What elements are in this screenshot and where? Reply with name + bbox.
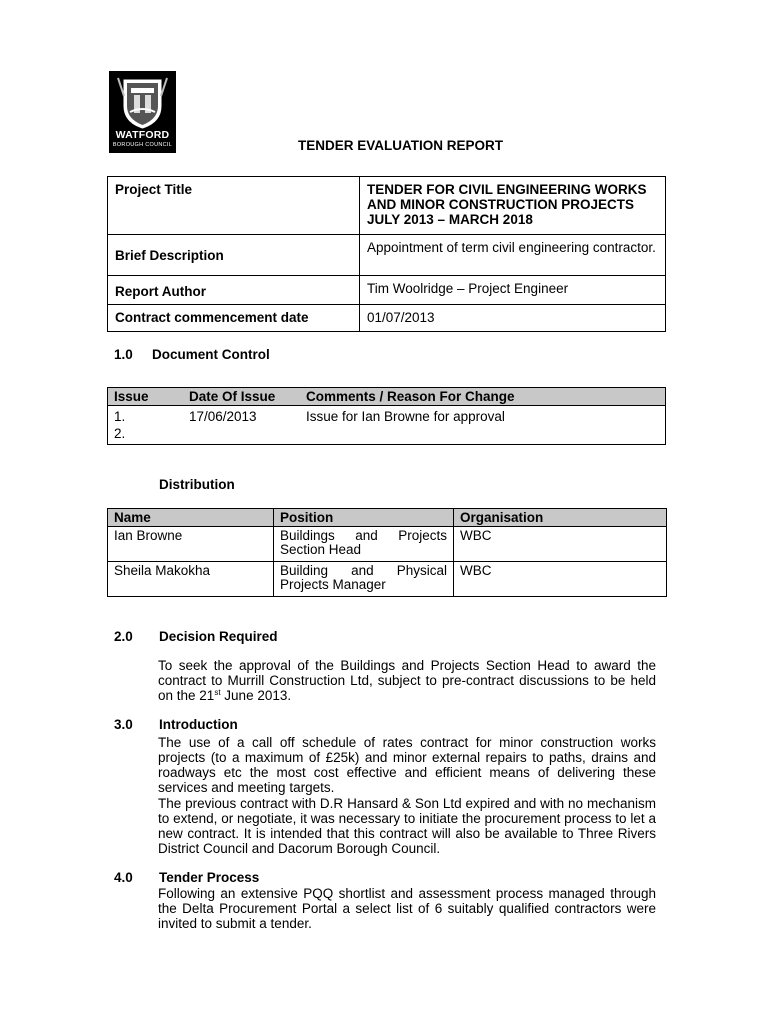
table-row — [108, 276, 666, 305]
organisation-cell: WBC — [454, 527, 667, 562]
issue-cell — [108, 406, 184, 445]
position-cell — [274, 527, 454, 562]
section-number-3: 3.0 — [114, 717, 133, 732]
position-line: Section Head — [280, 542, 362, 557]
brief-description-label: Brief Description — [108, 235, 360, 276]
col-comments: Comments / Reason For Change — [300, 388, 666, 406]
council-logo — [109, 71, 176, 153]
report-author-value: Tim Woolridge – Project Engineer — [360, 276, 666, 305]
col-organisation: Organisation — [454, 509, 667, 527]
name-cell: Ian Browne — [108, 527, 274, 562]
organisation-cell: WBC — [454, 562, 667, 597]
project-info-table — [107, 176, 666, 332]
comment-cell: Issue for Ian Browne for approval — [300, 406, 666, 445]
commencement-date-label: Contract commencement date — [108, 305, 360, 332]
table-row — [108, 562, 667, 597]
position-line: Buildings and Projects — [280, 528, 447, 543]
section-number-1: 1.0 — [114, 347, 133, 362]
position-cell — [274, 562, 454, 597]
introduction-paragraph-1: The use of a call off schedule of rates contract for minor construction works projects (to a maximum of £25k) and minor external repairs to paths, drains and roadways etc the most cost effective and efficient means of delivering these services and meeting targets. — [158, 735, 656, 795]
position-line: Projects Manager — [280, 577, 386, 592]
table-row — [108, 305, 666, 332]
name-cell: Sheila Makokha — [108, 562, 274, 597]
date-suffix: st — [214, 688, 221, 697]
table-row — [108, 527, 667, 562]
tender-paragraph: Following an extensive PQQ shortlist and assessment process managed through the Delta Procurement Portal a select list of 6 suitably qualified contractors were invited to submit a tender. — [158, 886, 656, 931]
col-issue: Issue — [108, 388, 184, 406]
decision-text-end: June 2013. — [220, 688, 292, 703]
logo-subtitle: BOROUGH COUNCIL — [112, 142, 173, 148]
decision-heading: Decision Required — [159, 629, 278, 644]
report-author-label: Report Author — [108, 276, 360, 305]
distribution-heading: Distribution — [159, 477, 235, 492]
position-line: Building and Physical — [280, 563, 447, 578]
commencement-date-value: 01/07/2013 — [360, 305, 666, 332]
col-date: Date Of Issue — [183, 388, 300, 406]
doc-control-table — [107, 387, 666, 445]
doc-control-heading: Document Control — [152, 347, 270, 362]
report-title: TENDER EVALUATION REPORT — [298, 138, 504, 153]
introduction-heading: Introduction — [159, 717, 238, 732]
table-row — [108, 235, 666, 276]
decision-paragraph — [158, 658, 656, 703]
table-header-row — [108, 388, 666, 406]
table-header-row — [108, 509, 667, 527]
table-row — [108, 177, 666, 235]
section-number-4: 4.0 — [114, 870, 133, 885]
table-row — [108, 406, 666, 445]
project-title-label: Project Title — [108, 177, 360, 235]
tender-heading: Tender Process — [159, 870, 260, 885]
col-name: Name — [108, 509, 274, 527]
date-cell: 17/06/2013 — [183, 406, 300, 445]
brief-description-value: Appointment of term civil engineering contractor. — [360, 235, 666, 276]
introduction-paragraph-2: The previous contract with D.R Hansard & Son Ltd expired and with no mechanism to extend, or negotiate, it was necessary to initiate the procurement process to let a new contract. It is intended that this contract will also be available to Three Rivers District Council and Dacorum Borough Council. — [158, 796, 656, 856]
issue-number: 2. — [114, 426, 126, 441]
distribution-table — [107, 508, 667, 597]
section-number-2: 2.0 — [114, 629, 133, 644]
decision-text: To seek the approval of the Buildings and Projects Section Head to award the contract to Murrill Construction Ltd, subject to pre-contract discussions to be held on the 21 — [158, 658, 656, 703]
coat-of-arms-icon — [116, 76, 169, 131]
issue-number: 1. — [114, 409, 126, 424]
project-title-value: TENDER FOR CIVIL ENGINEERING WORKS AND MINOR CONSTRUCTION PROJECTS JULY 2013 – MARCH 2018 — [360, 177, 666, 235]
col-position: Position — [274, 509, 454, 527]
logo-name: WATFORD — [115, 129, 170, 141]
